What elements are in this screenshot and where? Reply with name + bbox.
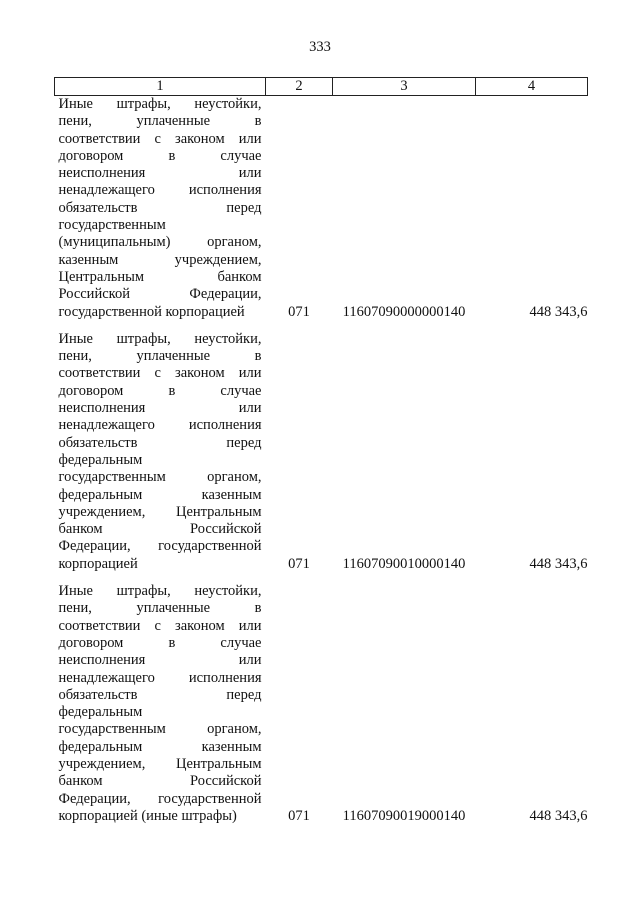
row-spacer <box>55 573 588 583</box>
description-line: Иные штрафы, неустойки, <box>58 583 262 600</box>
description-line: соответствии с законом или <box>58 617 262 634</box>
header-row <box>55 78 588 96</box>
description-line: корпорацией <box>58 555 138 572</box>
description-line: пени, уплаченные в <box>58 600 262 617</box>
row-spacer-cell <box>55 573 588 583</box>
page-number: 333 <box>309 39 331 55</box>
row-budget-classification-code: 11607090000000140 <box>342 303 466 320</box>
description-line: ненадлежащего исполнения <box>58 417 262 434</box>
description-line: Федерации, государственной <box>58 790 262 807</box>
column-header-1: 1 <box>55 78 266 96</box>
description-line: обязательств перед <box>58 434 262 451</box>
description-line: пени, уплаченные в <box>58 113 262 130</box>
description-line: Иные штрафы, неустойки, <box>58 96 262 112</box>
description-line: неисполнения или <box>58 652 262 669</box>
row-amount: 448 343,6 <box>529 303 588 320</box>
row-admin-code: 071 <box>288 555 310 572</box>
column-header-4: 4 <box>476 78 588 96</box>
table-body <box>55 96 588 826</box>
row-description <box>55 331 266 573</box>
description-line: соответствии с законом или <box>58 365 262 382</box>
description-line: Центральным банком <box>58 268 262 285</box>
row-spacer <box>55 321 588 331</box>
description-line: ненадлежащего исполнения <box>58 669 262 686</box>
description-line: банком Российской <box>58 521 262 538</box>
table-row <box>55 331 588 573</box>
description-line: государственным органом, <box>58 469 262 486</box>
row-description <box>55 96 266 321</box>
description-line: Российской Федерации, <box>58 286 262 303</box>
column-header-3: 3 <box>333 78 476 96</box>
description-line: банком Российской <box>58 773 262 790</box>
table-row <box>55 96 588 321</box>
column-header-2: 2 <box>266 78 333 96</box>
row-amount: 448 343,6 <box>529 555 588 572</box>
description-line: учреждением, Центральным <box>58 503 262 520</box>
row-admin-code: 071 <box>288 807 310 824</box>
description-line: договором в случае <box>58 382 262 399</box>
description-line: обязательств перед <box>58 199 262 216</box>
description-line: государственным органом, <box>58 721 262 738</box>
description-line: ненадлежащего исполнения <box>58 182 262 199</box>
description-line: государственной корпорацией <box>58 303 245 320</box>
description-line: федеральным казенным <box>58 738 262 755</box>
row-budget-classification-code: 11607090019000140 <box>342 807 466 824</box>
description-line: Федерации, государственной <box>58 538 262 555</box>
description-line: корпорацией (иные штрафы) <box>58 807 237 824</box>
row-spacer-cell <box>55 321 588 331</box>
row-amount: 448 343,6 <box>529 807 588 824</box>
description-line: федеральным <box>58 704 143 721</box>
description-line: федеральным <box>58 451 143 468</box>
description-line: договором в случае <box>58 634 262 651</box>
description-line: государственным <box>58 217 166 234</box>
description-line: федеральным казенным <box>58 486 262 503</box>
description-line: учреждением, Центральным <box>58 755 262 772</box>
description-line: Иные штрафы, неустойки, <box>58 330 262 347</box>
description-line: пени, уплаченные в <box>58 348 262 365</box>
description-line: неисполнения или <box>58 400 262 417</box>
description-line: соответствии с законом или <box>58 130 262 147</box>
description-line: казенным учреждением, <box>58 251 262 268</box>
description-line: (муниципальным) органом, <box>58 234 262 251</box>
budget-table <box>54 77 588 825</box>
row-admin-code: 071 <box>288 303 310 320</box>
description-line: неисполнения или <box>58 165 262 182</box>
row-budget-classification-code: 11607090010000140 <box>342 555 466 572</box>
table-row <box>55 583 588 825</box>
description-line: договором в случае <box>58 147 262 164</box>
row-description <box>55 583 266 825</box>
description-line: обязательств перед <box>58 686 262 703</box>
